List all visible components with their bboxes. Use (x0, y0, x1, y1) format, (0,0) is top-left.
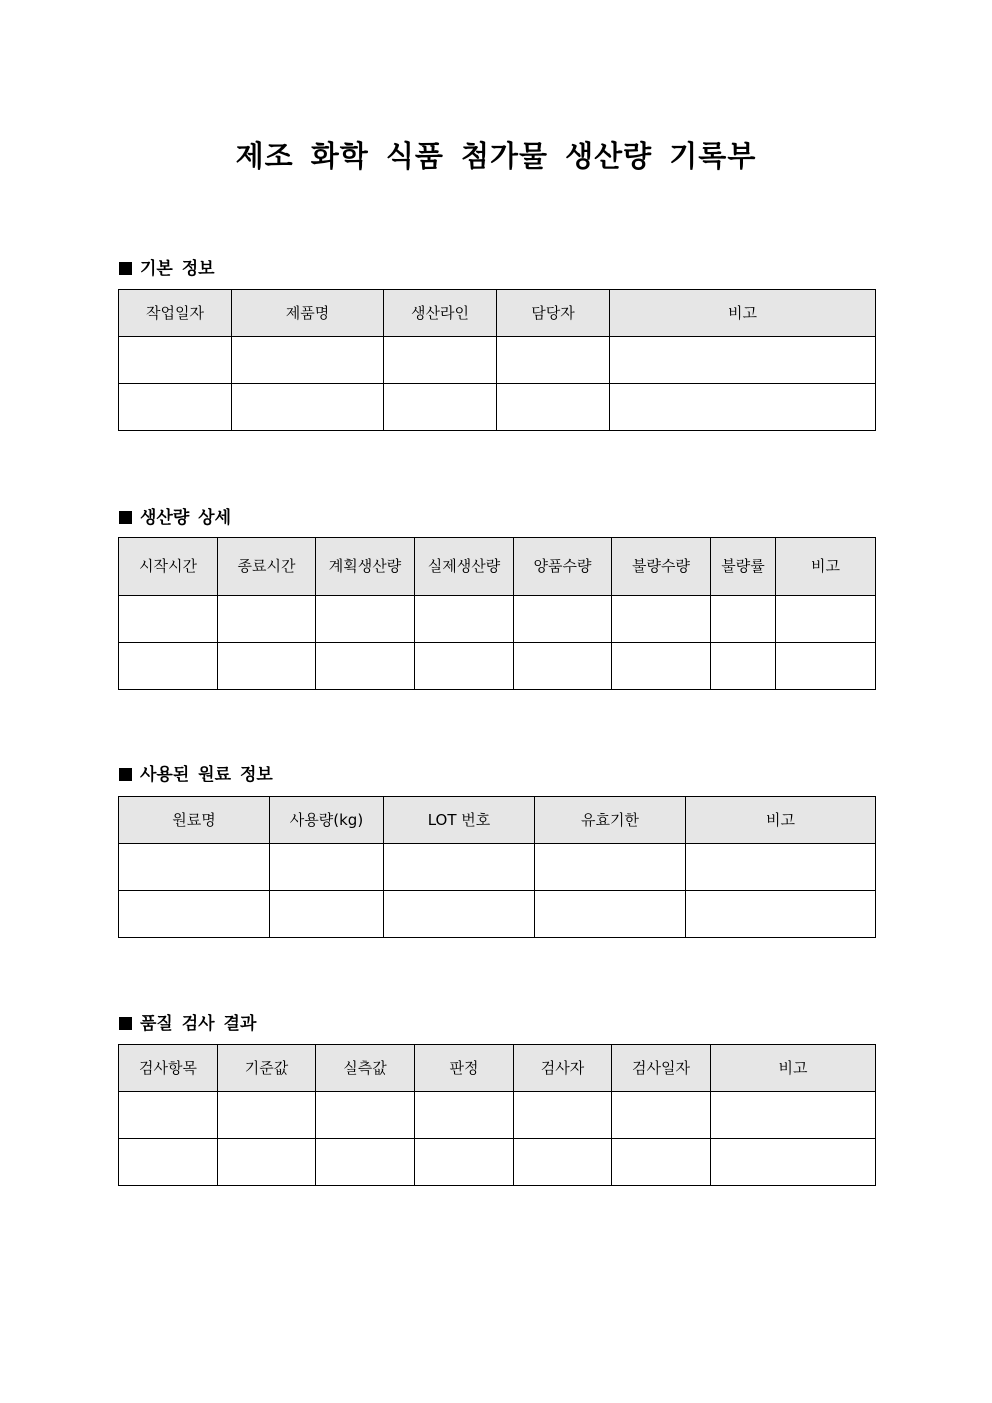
column-header: 실측값 (316, 1045, 415, 1092)
column-header: LOT 번호 (384, 797, 535, 844)
section-heading-quality (119, 1009, 256, 1034)
table-row (119, 643, 876, 690)
column-header: 불량률 (711, 538, 776, 596)
section-heading-production (119, 503, 231, 528)
input-cell[interactable] (415, 596, 514, 643)
input-cell[interactable] (776, 596, 876, 643)
column-header: 검사항목 (119, 1045, 218, 1092)
input-cell[interactable] (776, 643, 876, 690)
column-header: 검사자 (514, 1045, 612, 1092)
table-row (119, 1139, 876, 1186)
input-cell[interactable] (610, 384, 876, 431)
column-header: 시작시간 (119, 538, 218, 596)
input-cell[interactable] (119, 643, 218, 690)
table-header-row (119, 290, 876, 337)
column-header: 작업일자 (119, 290, 232, 337)
column-header: 비고 (610, 290, 876, 337)
section-heading-materials (119, 760, 273, 785)
column-header: 원료명 (119, 797, 270, 844)
input-cell[interactable] (232, 384, 384, 431)
square-bullet-icon (119, 262, 132, 275)
column-header: 기준값 (218, 1045, 316, 1092)
input-cell[interactable] (270, 844, 384, 891)
input-cell[interactable] (316, 643, 415, 690)
input-cell[interactable] (497, 337, 610, 384)
column-header: 비고 (776, 538, 876, 596)
input-cell[interactable] (384, 844, 535, 891)
column-header: 양품수량 (514, 538, 612, 596)
production-detail-table (118, 537, 876, 690)
input-cell[interactable] (415, 1139, 514, 1186)
input-cell[interactable] (612, 596, 711, 643)
section-heading-basic (119, 254, 215, 279)
column-header: 생산라인 (384, 290, 497, 337)
table-header-row (119, 1045, 876, 1092)
input-cell[interactable] (514, 1092, 612, 1139)
input-cell[interactable] (218, 1092, 316, 1139)
table-row (119, 891, 876, 938)
section-heading-text: 품질 검사 결과 (140, 1014, 257, 1034)
column-header: 불량수량 (612, 538, 711, 596)
input-cell[interactable] (119, 596, 218, 643)
input-cell[interactable] (384, 384, 497, 431)
column-header: 실제생산량 (415, 538, 514, 596)
input-cell[interactable] (384, 337, 497, 384)
column-header: 종료시간 (218, 538, 316, 596)
square-bullet-icon (119, 1017, 132, 1030)
input-cell[interactable] (270, 891, 384, 938)
quality-inspection-table (118, 1044, 876, 1186)
input-cell[interactable] (686, 891, 876, 938)
input-cell[interactable] (514, 1139, 612, 1186)
input-cell[interactable] (612, 643, 711, 690)
column-header: 판정 (415, 1045, 514, 1092)
table-row (119, 337, 876, 384)
input-cell[interactable] (316, 1139, 415, 1186)
input-cell[interactable] (612, 1092, 711, 1139)
square-bullet-icon (119, 768, 132, 781)
input-cell[interactable] (119, 891, 270, 938)
input-cell[interactable] (514, 596, 612, 643)
input-cell[interactable] (119, 384, 232, 431)
materials-table (118, 796, 876, 938)
section-heading-text: 생산량 상세 (140, 508, 232, 528)
section-heading-text: 사용된 원료 정보 (140, 765, 273, 785)
input-cell[interactable] (610, 337, 876, 384)
input-cell[interactable] (711, 596, 776, 643)
input-cell[interactable] (119, 1139, 218, 1186)
section-heading-text: 기본 정보 (140, 259, 215, 279)
table-row (119, 1092, 876, 1139)
table-header-row (119, 538, 876, 596)
table-header-row (119, 797, 876, 844)
input-cell[interactable] (415, 1092, 514, 1139)
input-cell[interactable] (612, 1139, 711, 1186)
column-header: 비고 (686, 797, 876, 844)
table-row (119, 844, 876, 891)
input-cell[interactable] (711, 643, 776, 690)
input-cell[interactable] (119, 1092, 218, 1139)
input-cell[interactable] (514, 643, 612, 690)
basic-info-table (118, 289, 876, 431)
input-cell[interactable] (497, 384, 610, 431)
input-cell[interactable] (535, 844, 686, 891)
input-cell[interactable] (218, 1139, 316, 1186)
input-cell[interactable] (218, 596, 316, 643)
column-header: 유효기한 (535, 797, 686, 844)
input-cell[interactable] (119, 337, 232, 384)
input-cell[interactable] (535, 891, 686, 938)
input-cell[interactable] (686, 844, 876, 891)
input-cell[interactable] (316, 1092, 415, 1139)
square-bullet-icon (119, 511, 132, 524)
table-row (119, 384, 876, 431)
input-cell[interactable] (232, 337, 384, 384)
input-cell[interactable] (711, 1092, 876, 1139)
input-cell[interactable] (316, 596, 415, 643)
input-cell[interactable] (415, 643, 514, 690)
table-row (119, 596, 876, 643)
column-header: 검사일자 (612, 1045, 711, 1092)
column-header: 사용량(kg) (270, 797, 384, 844)
input-cell[interactable] (711, 1139, 876, 1186)
column-header: 비고 (711, 1045, 876, 1092)
input-cell[interactable] (218, 643, 316, 690)
input-cell[interactable] (384, 891, 535, 938)
input-cell[interactable] (119, 844, 270, 891)
column-header: 담당자 (497, 290, 610, 337)
column-header: 제품명 (232, 290, 384, 337)
document-title: 제조 화학 식품 첨가물 생산량 기록부 (235, 139, 757, 173)
column-header: 계획생산량 (316, 538, 415, 596)
